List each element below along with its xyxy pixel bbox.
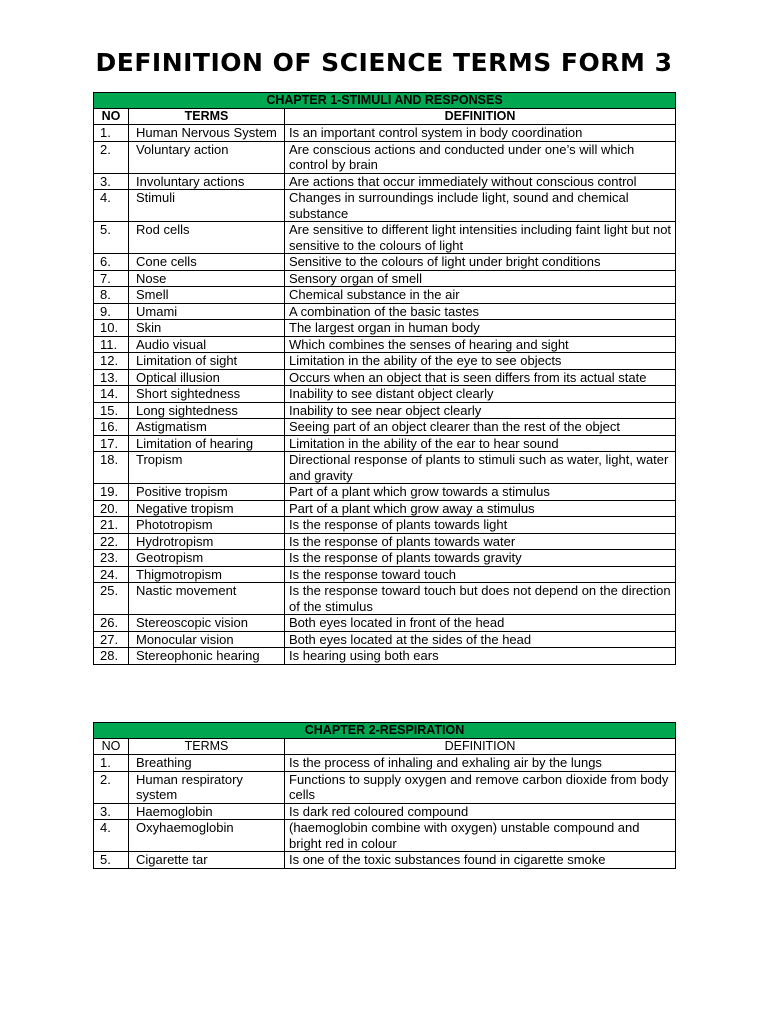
chapter-heading-row [94, 723, 676, 739]
row-number: 4. [94, 190, 129, 222]
definition-cell: The largest organ in human body [285, 320, 676, 337]
definition-cell: Functions to supply oxygen and remove carbon dioxide from body cells [285, 771, 676, 803]
table-row [94, 173, 676, 190]
definition-cell: Is the response of plants towards gravity [285, 550, 676, 567]
row-number: 2. [94, 771, 129, 803]
table-row [94, 419, 676, 436]
definition-cell: A combination of the basic tastes [285, 303, 676, 320]
row-number: 15. [94, 402, 129, 419]
term-cell: Hydrotropism [129, 533, 285, 550]
row-number: 3. [94, 173, 129, 190]
chapter-heading: CHAPTER 2-RESPIRATION [94, 723, 676, 739]
page-title: DEFINITION OF SCIENCE TERMS FORM 3 [95, 48, 673, 77]
table-row [94, 402, 676, 419]
row-number: 7. [94, 270, 129, 287]
definition-cell: Inability to see near object clearly [285, 402, 676, 419]
definition-cell: Is an important control system in body coordination [285, 125, 676, 142]
chapter-1-body [94, 125, 676, 665]
column-header-definition: DEFINITION [285, 739, 676, 755]
term-cell: Breathing [129, 755, 285, 772]
table-row [94, 820, 676, 852]
term-cell: Optical illusion [129, 369, 285, 386]
row-number: 6. [94, 254, 129, 271]
table-row [94, 852, 676, 869]
row-number: 5. [94, 222, 129, 254]
definition-cell: Directional response of plants to stimuli such as water, light, water and gravity [285, 452, 676, 484]
row-number: 1. [94, 125, 129, 142]
column-header-row [94, 109, 676, 125]
row-number: 18. [94, 452, 129, 484]
row-number: 10. [94, 320, 129, 337]
chapter-1-table [93, 92, 676, 665]
term-cell: Rod cells [129, 222, 285, 254]
table-row [94, 190, 676, 222]
chapter-2-body [94, 755, 676, 869]
definition-cell: Occurs when an object that is seen differs from its actual state [285, 369, 676, 386]
column-header-no: NO [94, 739, 129, 755]
table-row [94, 771, 676, 803]
definition-cell: Is hearing using both ears [285, 648, 676, 665]
table-row [94, 755, 676, 772]
column-header-no: NO [94, 109, 129, 125]
term-cell: Umami [129, 303, 285, 320]
definition-cell: Inability to see distant object clearly [285, 386, 676, 403]
table-row [94, 270, 676, 287]
term-cell: Positive tropism [129, 484, 285, 501]
table-row [94, 631, 676, 648]
definition-cell: Which combines the senses of hearing and sight [285, 336, 676, 353]
row-number: 23. [94, 550, 129, 567]
term-cell: Cigarette tar [129, 852, 285, 869]
table-row [94, 566, 676, 583]
term-cell: Short sightedness [129, 386, 285, 403]
definition-cell: Is the response of plants towards light [285, 517, 676, 534]
table-row [94, 141, 676, 173]
term-cell: Long sightedness [129, 402, 285, 419]
row-number: 2. [94, 141, 129, 173]
table-row [94, 303, 676, 320]
definition-cell: Is one of the toxic substances found in cigarette smoke [285, 852, 676, 869]
term-cell: Oxyhaemoglobin [129, 820, 285, 852]
term-cell: Geotropism [129, 550, 285, 567]
table-row [94, 222, 676, 254]
row-number: 20. [94, 500, 129, 517]
row-number: 26. [94, 615, 129, 632]
term-cell: Involuntary actions [129, 173, 285, 190]
row-number: 3. [94, 803, 129, 820]
definition-cell: Is the process of inhaling and exhaling air by the lungs [285, 755, 676, 772]
table-row [94, 254, 676, 271]
column-header-terms: TERMS [129, 109, 285, 125]
definition-cell: Limitation in the ability of the eye to see objects [285, 353, 676, 370]
row-number: 24. [94, 566, 129, 583]
row-number: 8. [94, 287, 129, 304]
term-cell: Nose [129, 270, 285, 287]
term-cell: Tropism [129, 452, 285, 484]
definition-cell: Both eyes located in front of the head [285, 615, 676, 632]
term-cell: Phototropism [129, 517, 285, 534]
definition-cell: Part of a plant which grow away a stimulus [285, 500, 676, 517]
definition-cell: Is the response toward touch [285, 566, 676, 583]
definition-cell: Changes in surroundings include light, sound and chemical substance [285, 190, 676, 222]
table-row [94, 615, 676, 632]
definition-cell: Is the response of plants towards water [285, 533, 676, 550]
term-cell: Stereoscopic vision [129, 615, 285, 632]
row-number: 12. [94, 353, 129, 370]
table-row [94, 484, 676, 501]
term-cell: Stimuli [129, 190, 285, 222]
table-row [94, 500, 676, 517]
definition-cell: Is the response toward touch but does not depend on the direction of the stimulus [285, 583, 676, 615]
row-number: 11. [94, 336, 129, 353]
term-cell: Voluntary action [129, 141, 285, 173]
table-row [94, 125, 676, 142]
row-number: 9. [94, 303, 129, 320]
table-row [94, 320, 676, 337]
definition-cell: (haemoglobin combine with oxygen) unstable compound and bright red in colour [285, 820, 676, 852]
definition-cell: Are actions that occur immediately without conscious control [285, 173, 676, 190]
definition-cell: Part of a plant which grow towards a stimulus [285, 484, 676, 501]
row-number: 4. [94, 820, 129, 852]
term-cell: Stereophonic hearing [129, 648, 285, 665]
row-number: 25. [94, 583, 129, 615]
row-number: 28. [94, 648, 129, 665]
row-number: 27. [94, 631, 129, 648]
table-row [94, 550, 676, 567]
table-row [94, 803, 676, 820]
table-row [94, 533, 676, 550]
row-number: 17. [94, 435, 129, 452]
definition-cell: Seeing part of an object clearer than the rest of the object [285, 419, 676, 436]
table-row [94, 517, 676, 534]
term-cell: Nastic movement [129, 583, 285, 615]
table-row [94, 353, 676, 370]
table-row [94, 583, 676, 615]
chapter-heading-row [94, 93, 676, 109]
table-row [94, 369, 676, 386]
row-number: 16. [94, 419, 129, 436]
term-cell: Astigmatism [129, 419, 285, 436]
column-header-definition: DEFINITION [285, 109, 676, 125]
table-row [94, 287, 676, 304]
definition-cell: Sensitive to the colours of light under bright conditions [285, 254, 676, 271]
definition-cell: Sensory organ of smell [285, 270, 676, 287]
definition-cell: Are sensitive to different light intensities including faint light but not sensitive to the colours of light [285, 222, 676, 254]
term-cell: Monocular vision [129, 631, 285, 648]
term-cell: Audio visual [129, 336, 285, 353]
row-number: 14. [94, 386, 129, 403]
table-row [94, 435, 676, 452]
row-number: 22. [94, 533, 129, 550]
definition-cell: Are conscious actions and conducted under one’s will which control by brain [285, 141, 676, 173]
definition-cell: Chemical substance in the air [285, 287, 676, 304]
definition-cell: Both eyes located at the sides of the head [285, 631, 676, 648]
term-cell: Skin [129, 320, 285, 337]
table-row [94, 386, 676, 403]
row-number: 5. [94, 852, 129, 869]
definition-cell: Limitation in the ability of the ear to hear sound [285, 435, 676, 452]
row-number: 21. [94, 517, 129, 534]
term-cell: Limitation of hearing [129, 435, 285, 452]
term-cell: Haemoglobin [129, 803, 285, 820]
table-row [94, 452, 676, 484]
term-cell: Human Nervous System [129, 125, 285, 142]
row-number: 1. [94, 755, 129, 772]
term-cell: Limitation of sight [129, 353, 285, 370]
term-cell: Thigmotropism [129, 566, 285, 583]
term-cell: Negative tropism [129, 500, 285, 517]
term-cell: Human respiratory system [129, 771, 285, 803]
chapter-heading: CHAPTER 1-STIMULI AND RESPONSES [94, 93, 676, 109]
row-number: 19. [94, 484, 129, 501]
column-header-terms: TERMS [129, 739, 285, 755]
term-cell: Smell [129, 287, 285, 304]
row-number: 13. [94, 369, 129, 386]
chapter-2-table [93, 722, 676, 869]
term-cell: Cone cells [129, 254, 285, 271]
table-row [94, 648, 676, 665]
definition-cell: Is dark red coloured compound [285, 803, 676, 820]
column-header-row [94, 739, 676, 755]
table-row [94, 336, 676, 353]
